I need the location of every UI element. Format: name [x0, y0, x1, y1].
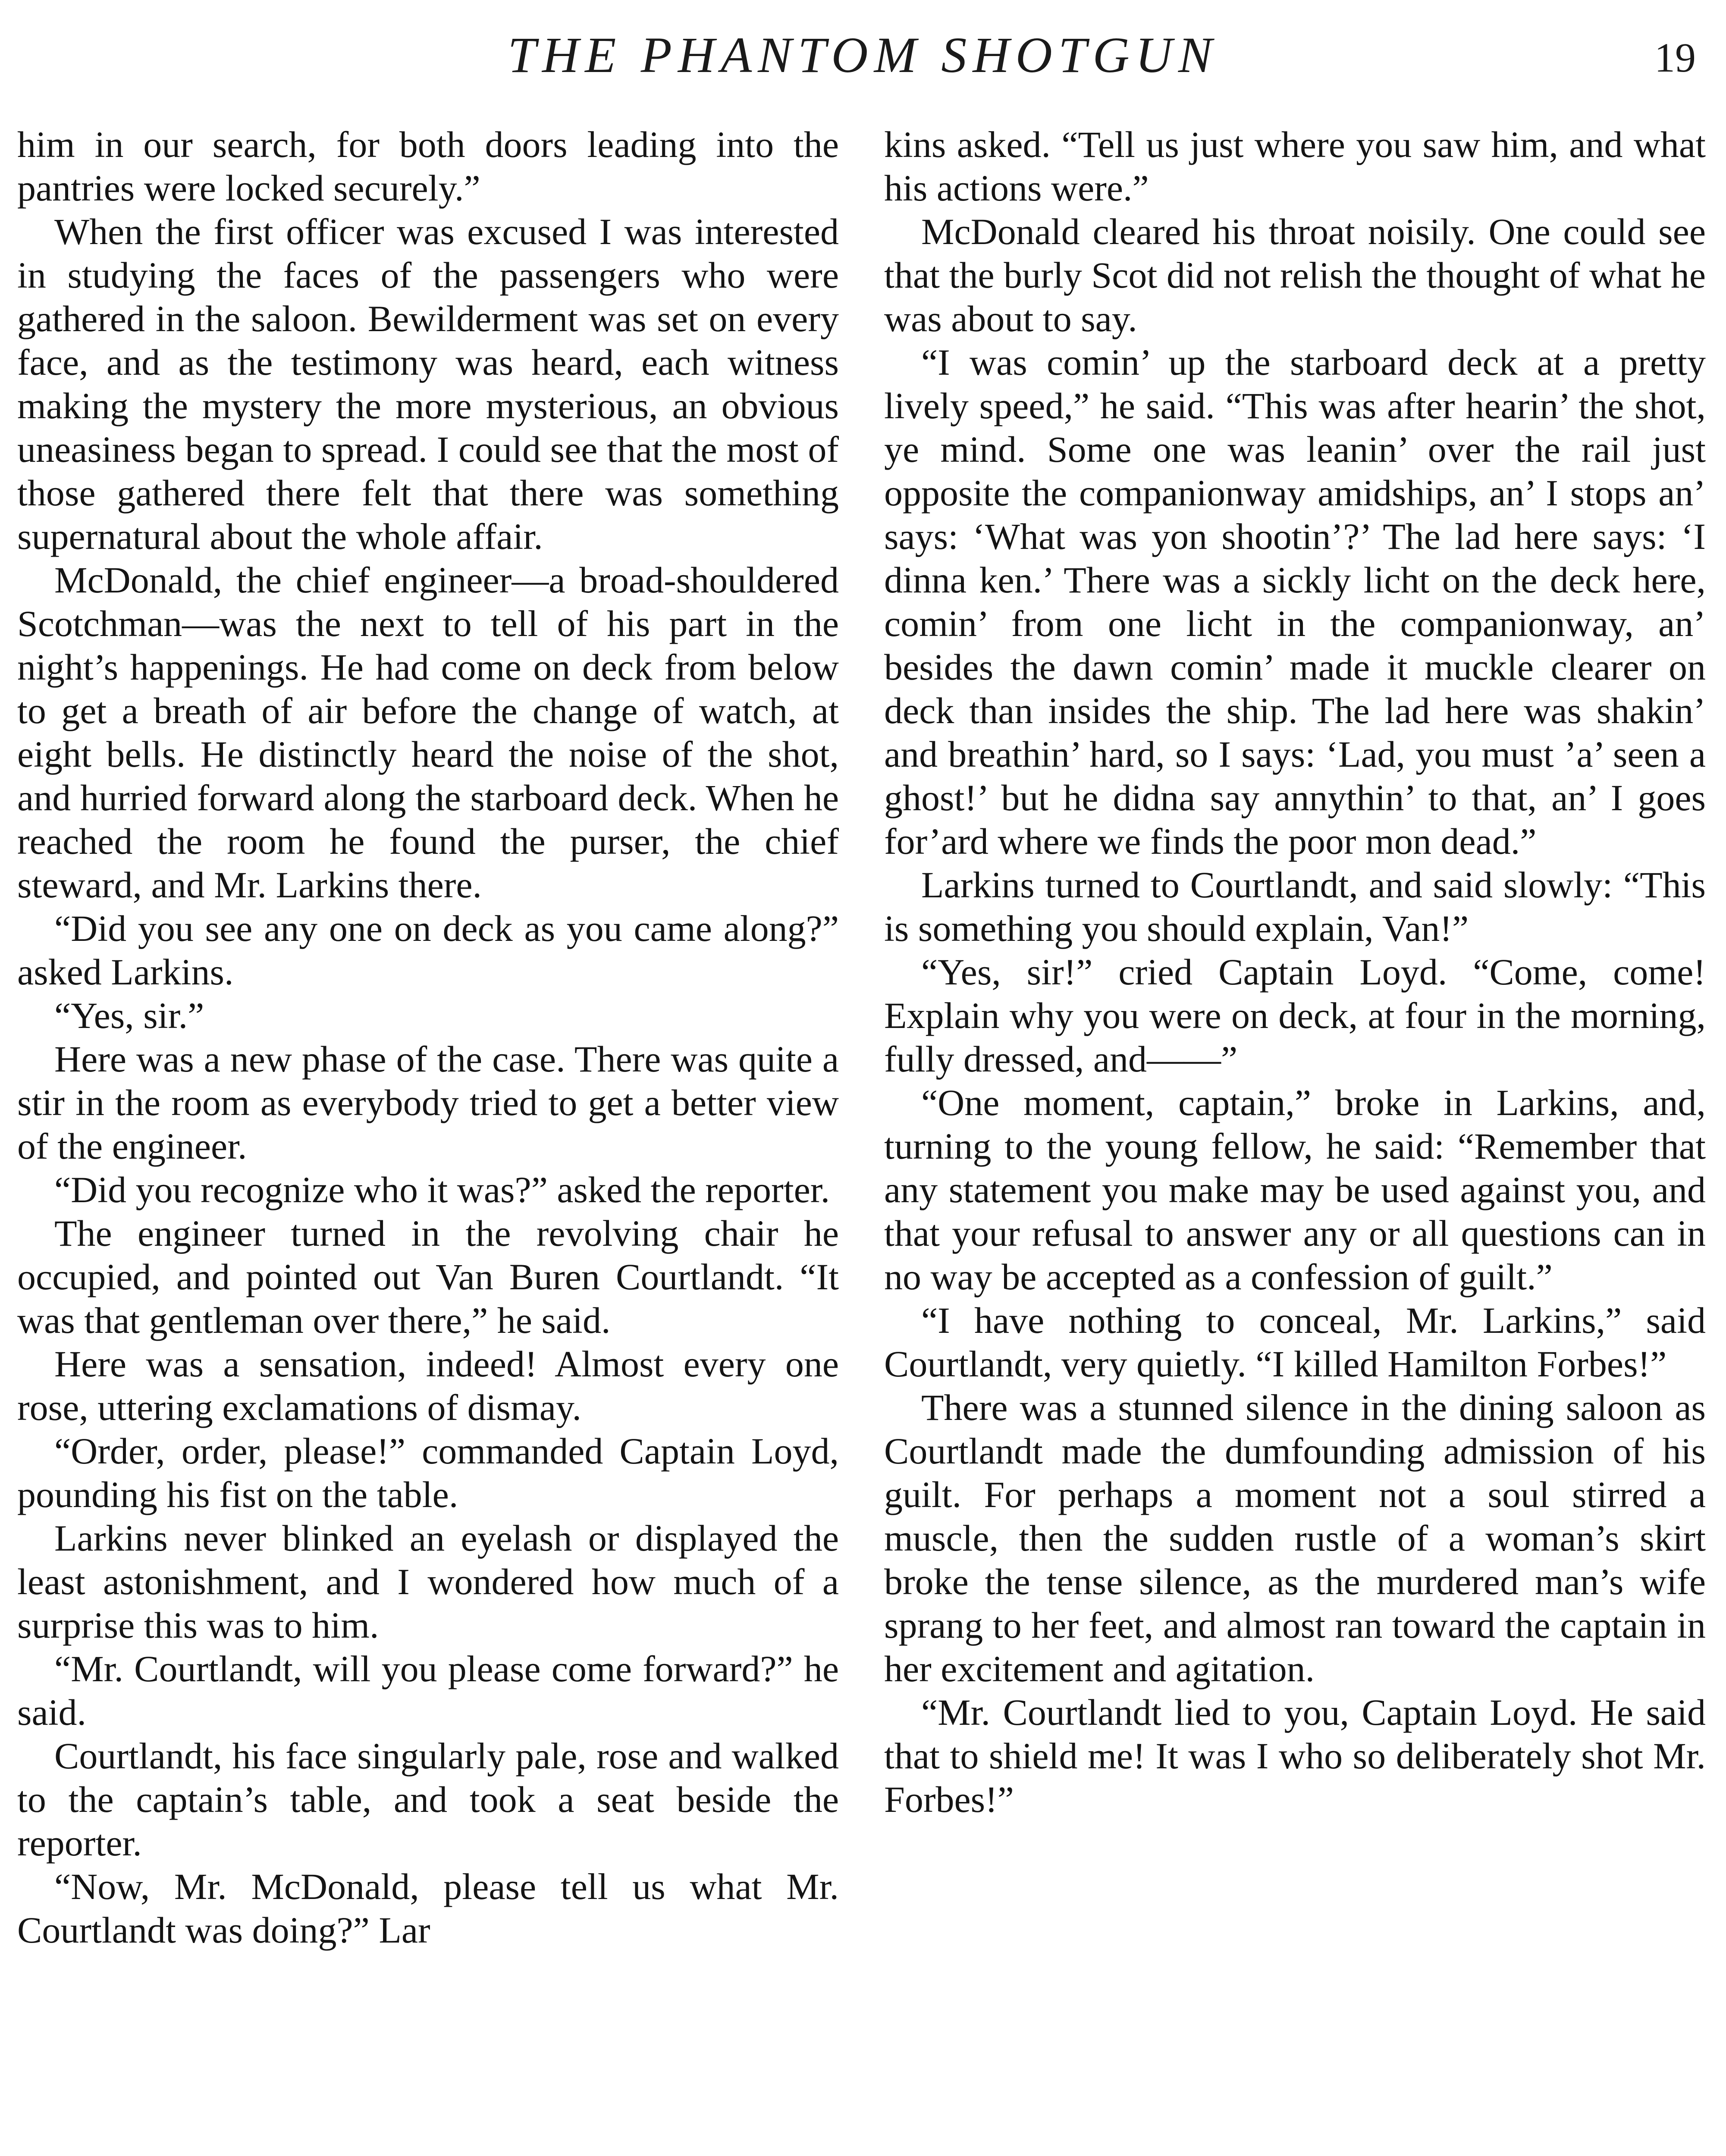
- paragraph: “Yes, sir!” cried Captain Loyd. “Come, come! Explain why you were on deck, at four in the morning, fully dressed, and——”: [884, 951, 1706, 1080]
- paragraph: There was a stunned silence in the dining saloon as Courtlandt made the dumfounding admission of his guilt. For perhaps a moment not a soul stirred a muscle, then the sudden rustle of a woman’s skirt broke the tense silence, as the murdered man’s wife sprang to her feet, and almost ran toward the captain in her excitement and agitation.: [884, 1387, 1706, 1689]
- paragraph: Here was a sensation, indeed! Almost every one rose, uttering exclamations of dismay.: [17, 1343, 839, 1428]
- paragraph: Courtlandt, his face singularly pale, rose and walked to the captain’s table, and took a seat beside the reporter.: [17, 1735, 839, 1864]
- paragraph: McDonald, the chief engineer—a broad-shouldered Scotchman—was the next to tell of his part in the night’s happenings. He had come on deck from below to get a breath of air before the change of watch, at eight bells. He distinctly heard the noise of the shot, and hurried forward along the starboard deck. When he reached the room he found the purser, the chief steward, and Mr. Larkins there.: [17, 559, 839, 906]
- page-number: 19: [1654, 34, 1696, 81]
- paragraph: kins asked. “Tell us just where you saw him, and what his actions were.”: [884, 124, 1706, 209]
- paragraph: “Now, Mr. McDonald, please tell us what Mr. Courtlandt was doing?” Lar: [17, 1866, 839, 1951]
- paragraph: “Mr. Courtlandt, will you please come forward?” he said.: [17, 1648, 839, 1733]
- running-head-title: THE PHANTOM SHOTGUN: [508, 27, 1218, 83]
- paragraph: “Order, order, please!” commanded Captain Loyd, pounding his fist on the table.: [17, 1430, 839, 1515]
- paragraph: him in our search, for both doors leading into the pantries were locked securely.”: [17, 124, 839, 209]
- paragraph: “Mr. Courtlandt lied to you, Captain Loyd. He said that to shield me! It was I who so deliberately shot Mr. Forbes!”: [884, 1692, 1706, 1820]
- paragraph: “I was comin’ up the starboard deck at a pretty lively speed,” he said. “This was after hearin’ the shot, ye mind. Some one was leanin’ over the rail just opposite the companionway amidships, an’ I stops an’ says: ‘What was yon shootin’?’ The lad here says: ‘I dinna ken.’ There was a sickly licht on the deck here, comin’ from one licht in the companionway, an’ besides the dawn comin’ made it muckle clearer on deck than insides the ship. The lad here was shakin’ and breathin’ hard, so I says: ‘Lad, you must ’a’ seen a ghost!’ but he didna say annythin’ to that, an’ I goes for’ard where we finds the poor mon dead.”: [884, 342, 1706, 862]
- paragraph: Larkins never blinked an eyelash or displayed the least astonishment, and I wondered how much of a surprise this was to him.: [17, 1517, 839, 1646]
- paragraph: The engineer turned in the revolving chair he occupied, and pointed out Van Buren Courtlandt. “It was that gentleman over there,” he said.: [17, 1213, 839, 1341]
- right-text-column: [884, 123, 1706, 1821]
- paragraph: “Did you see any one on deck as you came along?” asked Larkins.: [17, 908, 839, 993]
- paragraph: “Did you recognize who it was?” asked the reporter.: [54, 1169, 830, 1210]
- left-text-column: [17, 123, 839, 1952]
- paragraph: Here was a new phase of the case. There was quite a stir in the room as everybody tried to get a better view of the engineer.: [17, 1038, 839, 1167]
- paragraph: “I have nothing to conceal, Mr. Larkins,” said Courtlandt, very quietly. “I killed Hamilton Forbes!”: [884, 1300, 1706, 1385]
- paragraph: “One moment, captain,” broke in Larkins, and, turning to the young fellow, he said: “Remember that any statement you make may be used against you, and that your refusal to answer any or all questions can in no way be accepted as a confession of guilt.”: [884, 1082, 1706, 1297]
- paragraph: When the first officer was excused I was interested in studying the faces of the passengers who were gathered in the saloon. Bewilderment was set on every face, and as the testimony was heard, each witness making the mystery the more mysterious, an obvious uneasiness began to spread. I could see that the most of those gathered there felt that there was something supernatural about the whole affair.: [17, 211, 839, 557]
- paragraph: Larkins turned to Courtlandt, and said slowly: “This is something you should explain, Van!”: [884, 864, 1706, 949]
- paragraph: McDonald cleared his throat noisily. One could see that the burly Scot did not relish the thought of what he was about to say.: [884, 211, 1706, 339]
- paragraph: “Yes, sir.”: [54, 995, 204, 1036]
